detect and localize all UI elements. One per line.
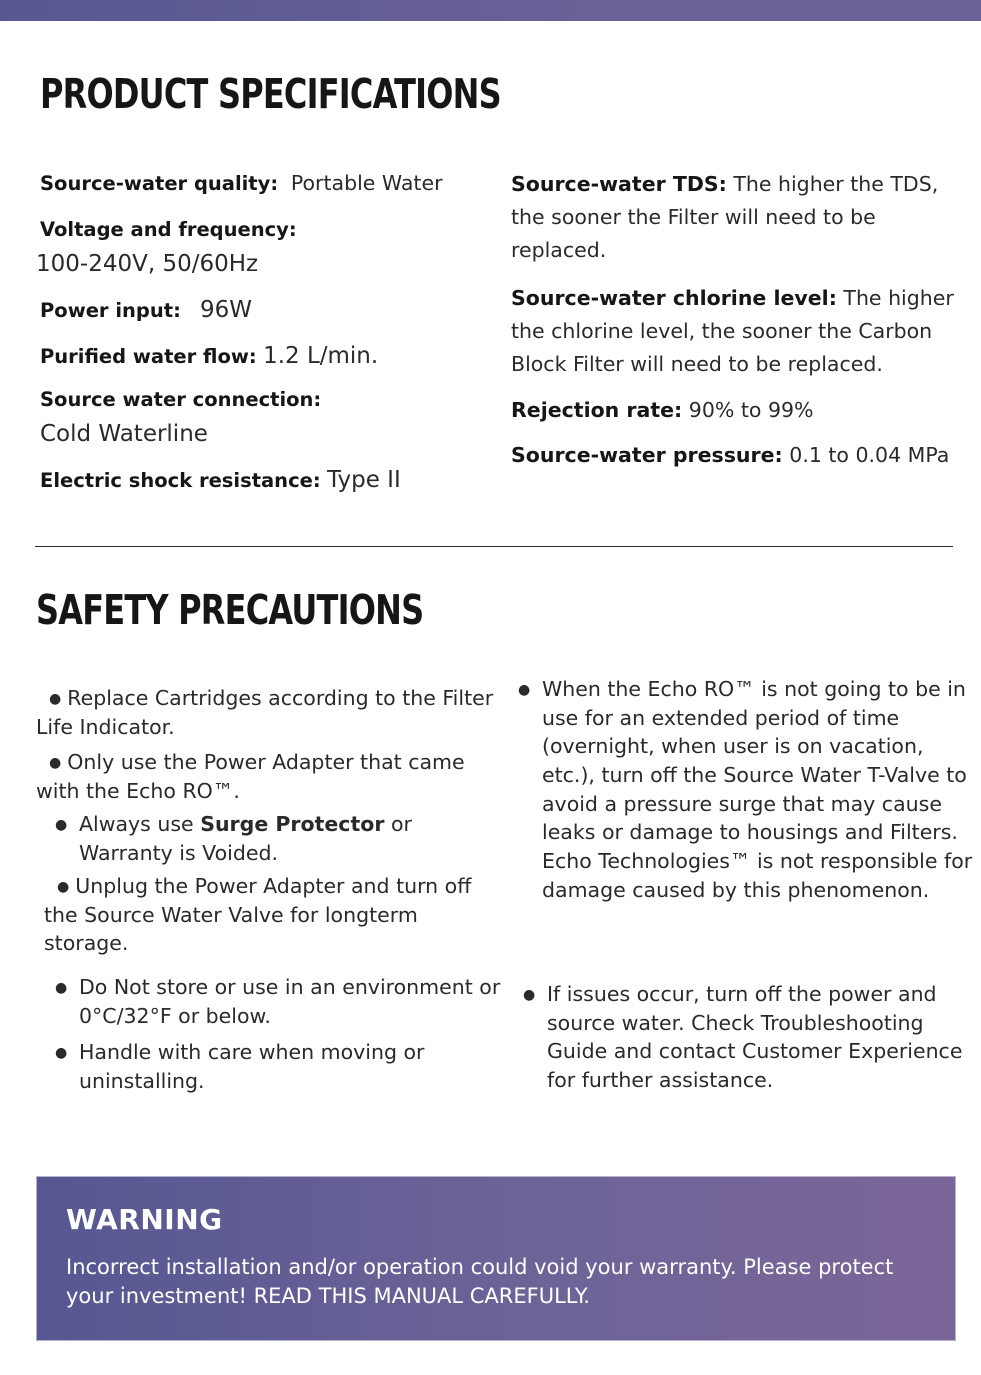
list-item: ● Always use Surge Protector or Warranty is Voided. xyxy=(55,812,412,865)
product-specifications-heading: PRODUCT SPECIFICATIONS xyxy=(40,70,501,118)
spec-value: 90% to 99% xyxy=(688,398,814,422)
spec-electric-shock xyxy=(40,466,401,496)
spec-tds xyxy=(511,168,976,268)
spec-label: Source-water chlorine level: xyxy=(511,286,837,310)
spec-chlorine xyxy=(511,282,976,382)
bullet-icon: ● xyxy=(523,987,536,1003)
spec-value: 100-240V, 50/60Hz xyxy=(36,251,259,277)
spec-value: 0.1 to 0.04 MPa xyxy=(789,443,950,467)
spec-power-input xyxy=(40,296,252,326)
bullet-icon: ● xyxy=(55,817,68,833)
safety-precautions-heading: SAFETY PRECAUTIONS xyxy=(36,586,424,634)
spec-label: Source water connection: xyxy=(40,388,322,411)
top-color-bar xyxy=(0,0,981,21)
bullet-icon: ● xyxy=(55,1045,68,1061)
spec-label: Voltage and frequency: xyxy=(40,218,297,241)
bullet-icon: ● xyxy=(518,682,531,698)
warning-banner xyxy=(36,1176,956,1341)
spec-value: Type II xyxy=(327,467,401,493)
spec-source-water-quality xyxy=(40,170,443,197)
list-item: ● If issues occur, turn off the power and source water. Check Troubleshooting Guide and contact Customer Experience for further assistance. xyxy=(523,982,963,1093)
spec-value: 1.2 L/min. xyxy=(263,343,379,369)
spec-voltage-label xyxy=(40,216,297,242)
spec-value: The higher the TDS, the sooner the Filter will need to be replaced. xyxy=(511,172,939,263)
spec-label: Purified water flow: xyxy=(40,345,257,368)
bullet-icon: ● xyxy=(49,691,62,707)
bullet-icon: ● xyxy=(49,755,62,771)
spec-rejection-rate xyxy=(511,394,976,427)
list-item: ● Only use the Power Adapter that came with the Echo RO™. xyxy=(36,750,465,803)
spec-value: 96W xyxy=(199,297,252,323)
spec-label: Source-water quality: xyxy=(40,172,279,195)
spec-label: Source-water pressure: xyxy=(511,443,783,467)
spec-label: Power input: xyxy=(40,299,181,322)
list-item: ● When the Echo RO™ is not going to be in use for an extended period of time (overnight, when user is on vacation, etc.), turn off the Source Water T-Valve to avoid a pressure surge that may cause leaks or damage to housings and Filters. Echo Technologies™ is not responsible for damage caused by this phenomenon. xyxy=(518,677,973,902)
bullet-icon: ● xyxy=(55,980,68,996)
spec-label: Source-water TDS: xyxy=(511,172,727,196)
spec-value: Portable Water xyxy=(290,171,443,195)
bullet-icon: ● xyxy=(57,879,70,895)
warning-title: WARNING xyxy=(66,1203,223,1236)
spec-source-connection-label xyxy=(40,386,321,412)
list-item: ● Do Not store or use in an environment or 0°C/32°F or below. xyxy=(55,975,501,1028)
spec-purified-water-flow xyxy=(40,342,378,372)
spec-label: Rejection rate: xyxy=(511,398,683,422)
list-item: ● Unplug the Power Adapter and turn off the Source Water Valve for longterm storage. xyxy=(44,874,472,956)
section-divider xyxy=(35,546,953,547)
spec-source-connection-value xyxy=(40,420,208,450)
spec-pressure xyxy=(511,439,976,472)
spec-value: The higher the chlorine level, the sooner the Carbon Block Filter will need to be replaced. xyxy=(511,286,954,377)
spec-value: Cold Waterline xyxy=(40,421,208,447)
list-item: ● Replace Cartridges according to the Filter Life Indicator. xyxy=(36,686,494,739)
warning-text: Incorrect installation and/or operation could void your warranty. Please protect your investment! READ THIS MANUAL CAREFULLY. xyxy=(66,1255,894,1309)
spec-label: Electric shock resistance: xyxy=(40,469,321,492)
list-item: ● Handle with care when moving or uninstalling. xyxy=(55,1040,425,1093)
spec-voltage-value xyxy=(36,250,258,280)
